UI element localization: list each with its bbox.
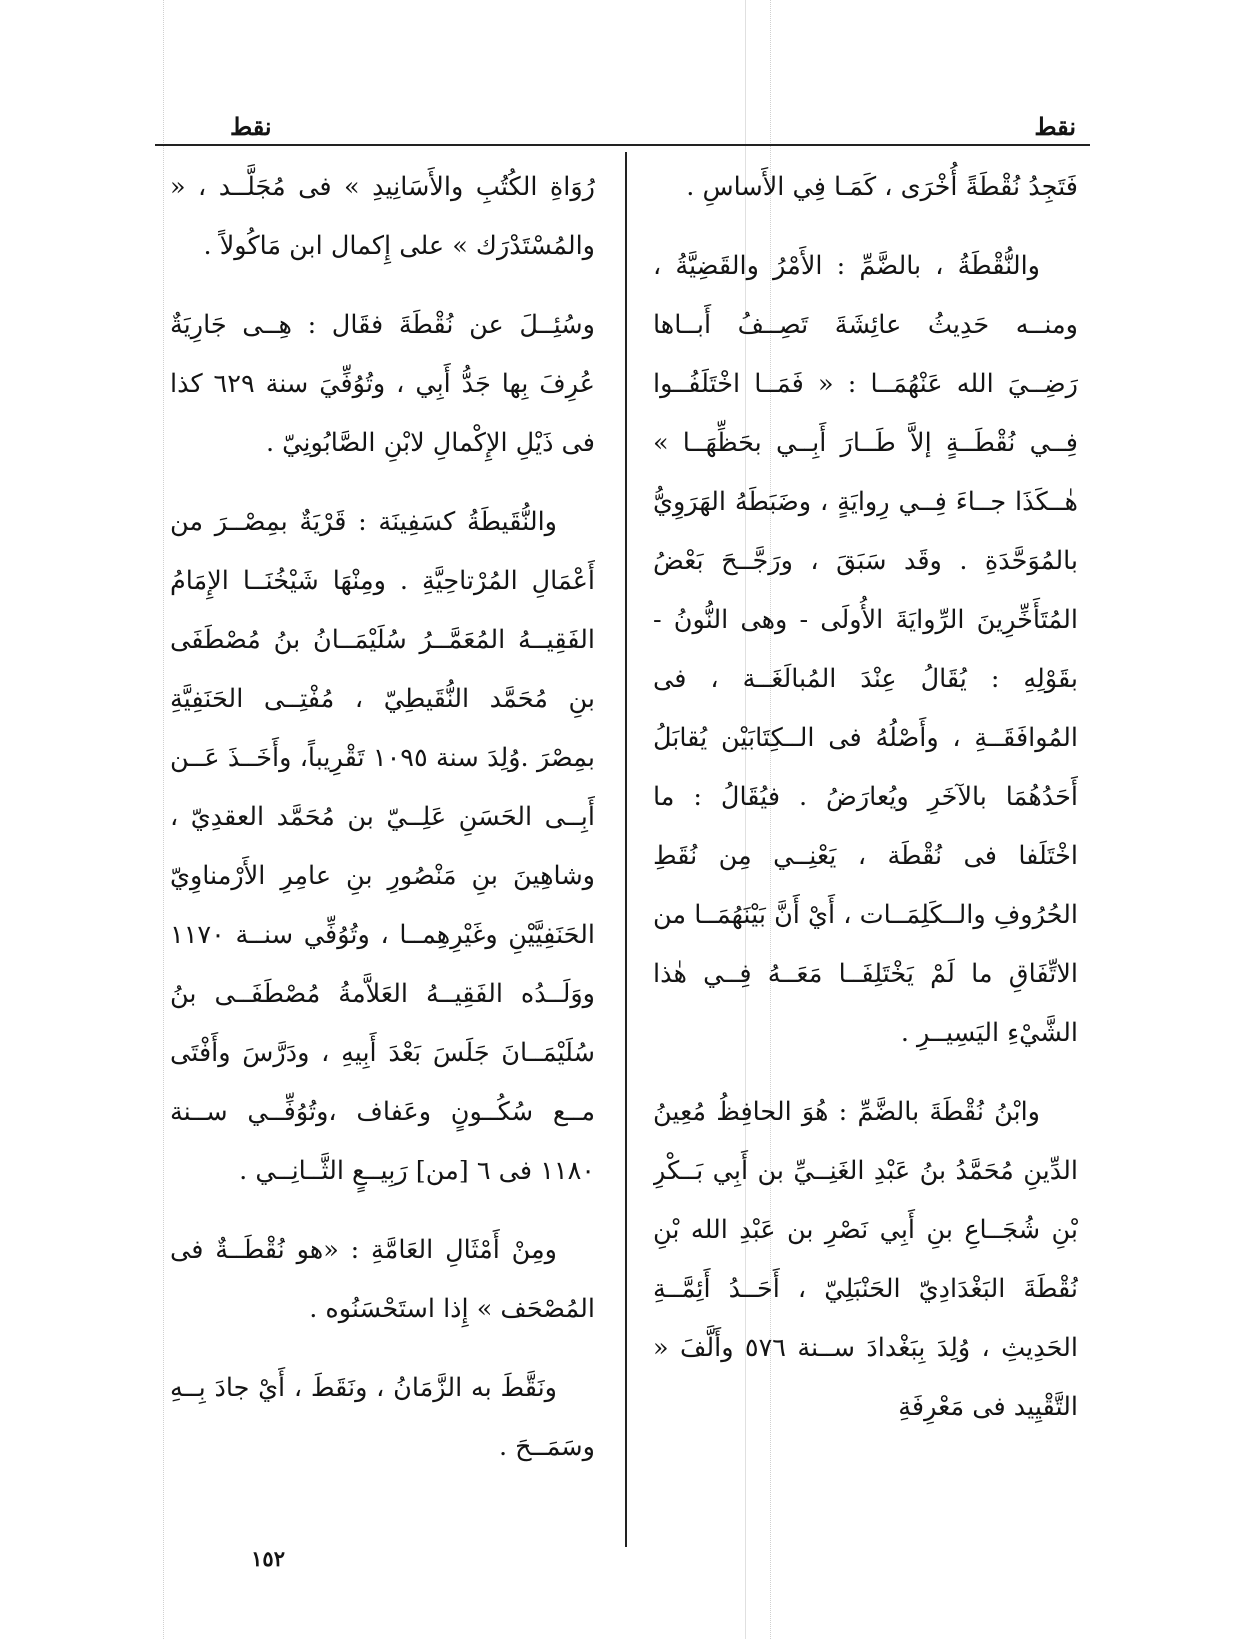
paragraph: والنُّقَيطَةُ كسَفِينَة : قَرْيَةٌ بمِصْــرَ من أَعْمَالِ المُرْتاحِيَّةِ . ومِنْهَا شَيْخُنَــا الإِمَامُ الفَقِيــهُ المُعَمَّــرُ سُلَيْمَــانُ بنُ مُصْطَفَى بنِ مُحَمَّد النُّقَيطِيّ ، مُفْتِــى الحَنَفِيَّةِ بمِصْرَ .وُلِدَ سنة ١٠٩٥ تَقْرِيباً، وأَخَــذَ عَــن أَبِــى الحَسَنِ عَلِــيّ بن مُحَمَّد العقدِيّ ، وشاهِينَ بنِ مَنْصُورِ بنِ عامِرِ الأَرْمناوِيّ الحَنَفِيَّيْنِ وغَيْرِهِمــا ، وتُوُفِّي سنــة ١١٧٠ ووَلَــدُه الفَقِيــهُ العَلاَّمةُ مُصْطَفَــى بنُ سُلَيْمَــانَ جَلَسَ بَعْدَ أَبِيهِ ، ودَرَّسَ وأَفْتَى مــع سُكُــونٍ وعَفاف ،وتُوُفِّــي ســنة ١١٨٠ فى ٦ [من] رَبِيــعٍ الثَّــانِــي . — [170, 507, 595, 1186]
paragraph: والنُّقْطَةُ ، بالضَّمِّ : الأَمْرُ والقَضِيَّةُ ، ومنــه حَدِيثُ عائِشَةَ تَصِــفُ أَبــاها رَضِــيَ الله عَنْهُمَــا : « فَمَــا اخْتَلَفُــوا فِــي نُقْطَــةٍ إلاَّ طَــارَ أَبِــي بحَظِّهَــا » هٰــكَذَا جــاءَ فِــي رِوايَةٍ ، وضَبَطَهُ الهَرَوِيُّ بالمُوَحَّدَةِ . وقَد سَبَقَ ، ورَجَّــحَ بَعْضُ المُتَأَخِّرِينَ الرِّوايَةَ الأُولَى - وهى النُّونُ - بقَوْلِهِ : يُقَالُ عِنْدَ المُبالَغَــة ، فى المُوافَقَــةِ ، وأَصْلُهُ فى الــكِتَابَيْن يُقابَلُ أَحَدُهُمَا بالآخَرِ ويُعارَضُ . فيُقَالُ : ما اخْتَلَفا فى نُقْطَة ، يَعْنِــي مِن نُقَطِ الحُرُوفِ والــكَلِمَــات ، أَيْ أَنَّ بَيْنَهُمَــا من الاتِّفَاقِ ما لَمْ يَخْتَلِفَــا مَعَــهُ فِــي هٰذا الشَّيْءِ اليَسِيــرِ . — [653, 251, 1078, 1048]
column-divider — [625, 152, 627, 1547]
page-number: ١٥٢ — [251, 1546, 285, 1571]
paragraph: فَتَجِدُ نُقْطَةً أُخْرَى ، كَمَـا فِي الأَساسِ . — [686, 172, 1078, 202]
paragraph: وسُئِــلَ عن نُقْطَةَ فقَال : هِــى جَارِيَةٌ عُرِفَ بِها جَدُّ أَبِي ، وتُوُفِّيَ سنة ٦٢٩ كذا فى ذَيْلِ الإِكْمالِ لابْنِ الصَّابُونِيّ . — [170, 310, 595, 458]
running-header — [155, 112, 1090, 144]
paragraph: ومِنْ أَمْثَالِ العَامَّةِ : «هو نُقْطَــةٌ فى المُصْحَف » إِذا استَحْسَنُوه . — [170, 1235, 595, 1324]
dictionary-page — [155, 100, 1090, 1580]
header-rule — [155, 144, 1090, 146]
header-headword-right: نقط — [1034, 112, 1076, 141]
paragraph: وابْنُ نُقْطَةَ بالضَّمِّ : هُوَ الحافِظُ مُعِينُ الدِّينِ مُحَمَّدُ بنُ عَبْدِ الغَنِــيِّ بن أَبِي بَــكْرِ بْنِ شُجَــاعِ بنِ أَبِي نَصْرِ بن عَبْدِ الله بْنِ نُقْطَةَ البَغْدَادِيّ الحَنْبَلِيّ ، أَحَــدُ أَئِمَّــةِ الحَدِيثِ ، وُلِدَ بِبَغْدادَ ســنة ٥٧٦ وأَلَّفَ « التَّقْيِيد فى مَعْرِفَةِ — [653, 1097, 1078, 1422]
paragraph: رُوَاةِ الكُتُبِ والأَسَانِيدِ » فى مُجَلَّــد ، « والمُسْتَدْرَك » على إِكمال ابن مَاكُولاً . — [170, 172, 595, 261]
left-text-column — [170, 158, 595, 1518]
right-text-column — [653, 158, 1078, 1518]
paragraph: ونَقَّطَ به الزَّمَانُ ، ونَقَطَ ، أَيْ جادَ بِــهِ وسَمَــحَ . — [170, 1373, 595, 1462]
header-headword-left: نقط — [230, 112, 272, 141]
